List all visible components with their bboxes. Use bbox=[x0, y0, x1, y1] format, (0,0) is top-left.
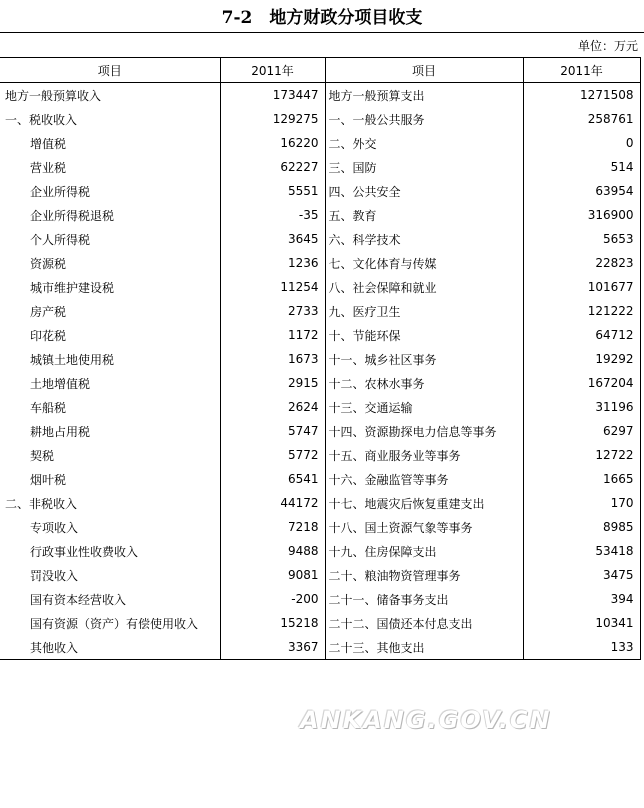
revenue-item-cell: 耕地占用税 bbox=[0, 419, 220, 443]
unit-label: 单位：万元 bbox=[577, 39, 638, 53]
table-row bbox=[0, 587, 640, 611]
revenue-item-cell: 营业税 bbox=[0, 155, 220, 179]
expenditure-item-cell: 十九、住房保障支出 bbox=[325, 539, 523, 563]
table-row bbox=[0, 203, 640, 227]
revenue-value-cell: 129275 bbox=[220, 107, 325, 131]
table-row bbox=[0, 443, 640, 467]
expenditure-item-cell: 二十三、其他支出 bbox=[325, 635, 523, 660]
expenditure-value-cell: 6297 bbox=[523, 419, 640, 443]
header-year-revenue: 2011年 bbox=[220, 58, 325, 83]
revenue-value-cell: 5772 bbox=[220, 443, 325, 467]
expenditure-value-cell: 64712 bbox=[523, 323, 640, 347]
revenue-value-cell: 173447 bbox=[220, 83, 325, 108]
revenue-item-cell: 城市维护建设税 bbox=[0, 275, 220, 299]
table-row bbox=[0, 131, 640, 155]
revenue-item-cell: 专项收入 bbox=[0, 515, 220, 539]
table-header-row bbox=[0, 58, 640, 83]
expenditure-item-cell: 十八、国土资源气象等事务 bbox=[325, 515, 523, 539]
expenditure-value-cell: 63954 bbox=[523, 179, 640, 203]
table-row bbox=[0, 227, 640, 251]
expenditure-item-cell: 十二、农林水事务 bbox=[325, 371, 523, 395]
revenue-item-cell: 行政事业性收费收入 bbox=[0, 539, 220, 563]
revenue-item-cell: 车船税 bbox=[0, 395, 220, 419]
revenue-item-cell: 其他收入 bbox=[0, 635, 220, 660]
table-row bbox=[0, 347, 640, 371]
table-row bbox=[0, 611, 640, 635]
table-row bbox=[0, 323, 640, 347]
expenditure-value-cell: 31196 bbox=[523, 395, 640, 419]
table-row bbox=[0, 371, 640, 395]
revenue-item-cell: 烟叶税 bbox=[0, 467, 220, 491]
revenue-item-cell: 国有资本经营收入 bbox=[0, 587, 220, 611]
table-row bbox=[0, 563, 640, 587]
expenditure-value-cell: 167204 bbox=[523, 371, 640, 395]
revenue-value-cell: 5747 bbox=[220, 419, 325, 443]
expenditure-item-cell: 一、一般公共服务 bbox=[325, 107, 523, 131]
revenue-value-cell: 2915 bbox=[220, 371, 325, 395]
table-row bbox=[0, 179, 640, 203]
revenue-value-cell: 3645 bbox=[220, 227, 325, 251]
revenue-value-cell: 15218 bbox=[220, 611, 325, 635]
table-row bbox=[0, 539, 640, 563]
revenue-item-cell: 个人所得税 bbox=[0, 227, 220, 251]
revenue-value-cell: 2624 bbox=[220, 395, 325, 419]
table-row bbox=[0, 515, 640, 539]
table-row bbox=[0, 107, 640, 131]
revenue-value-cell: 2733 bbox=[220, 299, 325, 323]
expenditure-value-cell: 514 bbox=[523, 155, 640, 179]
revenue-item-cell: 罚没收入 bbox=[0, 563, 220, 587]
expenditure-value-cell: 3475 bbox=[523, 563, 640, 587]
expenditure-item-cell: 三、国防 bbox=[325, 155, 523, 179]
table-row bbox=[0, 395, 640, 419]
header-year-expenditure: 2011年 bbox=[523, 58, 640, 83]
expenditure-item-cell: 十、节能环保 bbox=[325, 323, 523, 347]
table-row bbox=[0, 251, 640, 275]
expenditure-value-cell: 101677 bbox=[523, 275, 640, 299]
finance-table bbox=[0, 57, 641, 660]
revenue-item-cell: 一、税收收入 bbox=[0, 107, 220, 131]
expenditure-item-cell: 地方一般预算支出 bbox=[325, 83, 523, 108]
table-row bbox=[0, 467, 640, 491]
revenue-value-cell: 11254 bbox=[220, 275, 325, 299]
expenditure-value-cell: 53418 bbox=[523, 539, 640, 563]
expenditure-item-cell: 九、医疗卫生 bbox=[325, 299, 523, 323]
revenue-value-cell: 7218 bbox=[220, 515, 325, 539]
expenditure-item-cell: 八、社会保障和就业 bbox=[325, 275, 523, 299]
title-divider bbox=[0, 32, 644, 33]
expenditure-item-cell: 十五、商业服务业等事务 bbox=[325, 443, 523, 467]
page-title: 7-2 地方财政分项目收支 bbox=[221, 8, 423, 28]
table-row bbox=[0, 275, 640, 299]
revenue-item-cell: 增值税 bbox=[0, 131, 220, 155]
expenditure-value-cell: 10341 bbox=[523, 611, 640, 635]
expenditure-item-cell: 二十二、国债还本付息支出 bbox=[325, 611, 523, 635]
revenue-value-cell: 62227 bbox=[220, 155, 325, 179]
expenditure-value-cell: 12722 bbox=[523, 443, 640, 467]
expenditure-value-cell: 1271508 bbox=[523, 83, 640, 108]
revenue-value-cell: 6541 bbox=[220, 467, 325, 491]
table-row bbox=[0, 419, 640, 443]
table-row bbox=[0, 299, 640, 323]
expenditure-item-cell: 二十、粮油物资管理事务 bbox=[325, 563, 523, 587]
revenue-item-cell: 地方一般预算收入 bbox=[0, 83, 220, 108]
revenue-item-cell: 城镇土地使用税 bbox=[0, 347, 220, 371]
expenditure-value-cell: 258761 bbox=[523, 107, 640, 131]
expenditure-item-cell: 十七、地震灾后恢复重建支出 bbox=[325, 491, 523, 515]
expenditure-item-cell: 四、公共安全 bbox=[325, 179, 523, 203]
revenue-item-cell: 国有资源（资产）有偿使用收入 bbox=[0, 611, 220, 635]
revenue-item-cell: 印花税 bbox=[0, 323, 220, 347]
expenditure-item-cell: 二、外交 bbox=[325, 131, 523, 155]
expenditure-item-cell: 五、教育 bbox=[325, 203, 523, 227]
header-item-expenditure: 项目 bbox=[325, 58, 523, 83]
table-row bbox=[0, 491, 640, 515]
expenditure-value-cell: 133 bbox=[523, 635, 640, 660]
expenditure-value-cell: 0 bbox=[523, 131, 640, 155]
revenue-value-cell: 16220 bbox=[220, 131, 325, 155]
revenue-value-cell: -200 bbox=[220, 587, 325, 611]
expenditure-value-cell: 22823 bbox=[523, 251, 640, 275]
expenditure-item-cell: 二十一、储备事务支出 bbox=[325, 587, 523, 611]
expenditure-value-cell: 19292 bbox=[523, 347, 640, 371]
revenue-value-cell: 9488 bbox=[220, 539, 325, 563]
header-item-revenue: 项目 bbox=[0, 58, 220, 83]
revenue-item-cell: 资源税 bbox=[0, 251, 220, 275]
revenue-value-cell: 5551 bbox=[220, 179, 325, 203]
revenue-item-cell: 房产税 bbox=[0, 299, 220, 323]
expenditure-item-cell: 七、文化体育与传媒 bbox=[325, 251, 523, 275]
revenue-value-cell: 1172 bbox=[220, 323, 325, 347]
expenditure-value-cell: 170 bbox=[523, 491, 640, 515]
revenue-value-cell: 9081 bbox=[220, 563, 325, 587]
expenditure-value-cell: 394 bbox=[523, 587, 640, 611]
expenditure-item-cell: 十六、金融监管等事务 bbox=[325, 467, 523, 491]
revenue-value-cell: -35 bbox=[220, 203, 325, 227]
expenditure-item-cell: 六、科学技术 bbox=[325, 227, 523, 251]
table-row bbox=[0, 635, 640, 660]
table-row bbox=[0, 83, 640, 108]
expenditure-item-cell: 十三、交通运输 bbox=[325, 395, 523, 419]
expenditure-item-cell: 十一、城乡社区事务 bbox=[325, 347, 523, 371]
revenue-item-cell: 企业所得税退税 bbox=[0, 203, 220, 227]
revenue-item-cell: 二、非税收入 bbox=[0, 491, 220, 515]
expenditure-value-cell: 5653 bbox=[523, 227, 640, 251]
expenditure-item-cell: 十四、资源勘探电力信息等事务 bbox=[325, 419, 523, 443]
revenue-item-cell: 土地增值税 bbox=[0, 371, 220, 395]
expenditure-value-cell: 8985 bbox=[523, 515, 640, 539]
site-watermark: ANKANG.GOV.CN bbox=[300, 706, 552, 734]
revenue-item-cell: 契税 bbox=[0, 443, 220, 467]
table-row bbox=[0, 155, 640, 179]
revenue-value-cell: 1236 bbox=[220, 251, 325, 275]
revenue-value-cell: 3367 bbox=[220, 635, 325, 660]
revenue-value-cell: 1673 bbox=[220, 347, 325, 371]
expenditure-value-cell: 1665 bbox=[523, 467, 640, 491]
expenditure-value-cell: 316900 bbox=[523, 203, 640, 227]
revenue-item-cell: 企业所得税 bbox=[0, 179, 220, 203]
revenue-value-cell: 44172 bbox=[220, 491, 325, 515]
expenditure-value-cell: 121222 bbox=[523, 299, 640, 323]
